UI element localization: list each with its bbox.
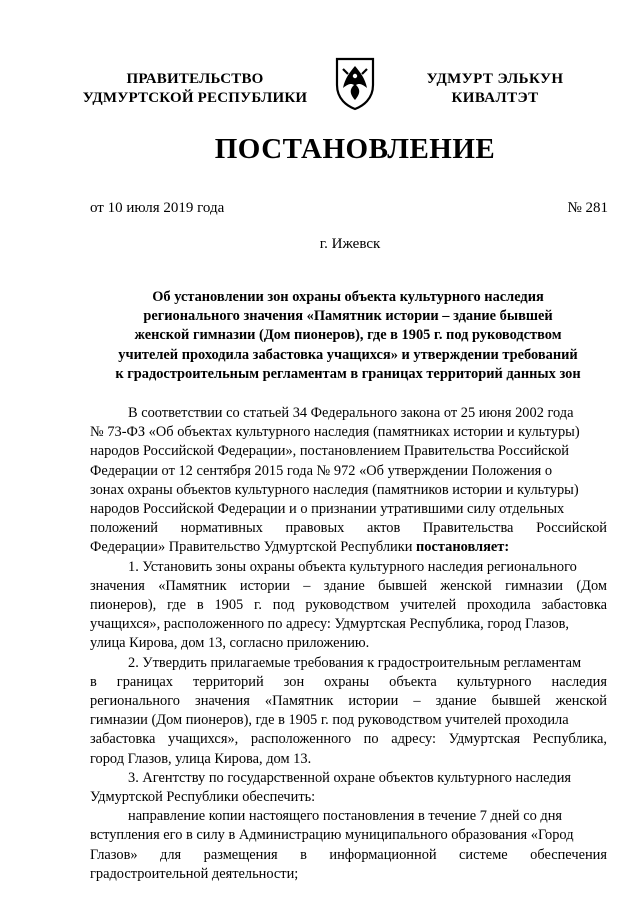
header-right-line2: КИВАЛТЭТ [451,90,539,106]
body-line: Удмуртской Республики обеспечить: [90,789,316,806]
document-city: г. Ижевск [319,236,381,252]
document-title: ПОСТАНОВЛЕНИЕ [214,133,496,165]
body-line: народов Российской Федерации», постановлением Правительства Российской [90,443,569,460]
body-line-text: Федерации» Правительство Удмуртской Республики [90,539,417,556]
body-line: градостроительной деятельности; [90,865,299,882]
body-line: Глазов» для размещения в информационной системе обеспечения [90,846,607,863]
body-line: город Глазов, улица Кирова, дом 13. [90,750,312,767]
header-left-line2: УДМУРТСКОЙ РЕСПУБЛИКИ [82,90,308,106]
body-line: значения «Памятник истории – здание бывшей женской гимназии (Дом [90,577,607,594]
body-line: в границах территорий зон охраны объекта культурного наследия [90,673,607,690]
subject-line: Об установлении зон охраны объекта культурного наследия [152,289,544,305]
header-right-line1: УДМУРТ ЭЛЬКУН [426,71,564,87]
document-number: № 281 [567,200,608,216]
header-left-line1: ПРАВИТЕЛЬСТВО [126,71,264,87]
body-line: положений нормативных правовых актов Правительства Российской [90,520,607,537]
body-line: учащихся», расположенного по адресу: Удмуртская Республика, город Глазов, [90,616,570,633]
body-line: улица Кирова, дом 13, согласно приложению. [90,635,370,652]
body-line: народов Российской Федерации и о признании утратившими силу отдельных [90,501,565,518]
header-left [60,70,330,108]
subject-line: регионального значения «Памятник истории – здание бывшей [143,308,553,325]
document-date: от 10 июля 2019 года [90,200,225,216]
body-line: направление копии настоящего постановления в течение 7 дней со дня [128,808,563,825]
body-line: регионального значения «Памятник истории – здание бывшей женской [90,693,607,710]
body-line: Федерации от 12 сентября 2015 года № 972 «Об утверждении Положения о [90,462,553,479]
resolves-keyword-colon: : [504,539,510,556]
body-line [90,538,607,557]
body-line: № 73-ФЗ «Об объектах культурного наследия (памятниках истории и культуры) [90,424,580,441]
body-line: гимназии (Дом пионеров), где в 1905 г. под руководством учителей проходила [90,712,569,729]
body-line: вступления его в силу в Администрацию муниципального образования «Город [90,827,574,844]
header-right [400,70,590,108]
subject-line: к градостроительным регламентам в границах территорий данных зон [115,365,581,382]
body-line: В соответствии со статьей 34 Федерального закона от 25 июня 2002 года [128,405,574,421]
document-subject [92,288,604,384]
document-body [90,404,607,884]
body-line: 2. Утвердить прилагаемые требования к градостроительным регламентам [128,654,582,671]
subject-line: женской гимназии (Дом пионеров), где в 1905 г. под руководством [134,327,562,344]
body-line: 3. Агентству по государственной охране объектов культурного наследия [128,769,572,786]
body-line: 1. Установить зоны охраны объекта культурного наследия регионального [128,558,577,575]
udmurtia-coat-of-arms-icon [333,55,377,111]
body-line: пионеров), где в 1905 г. под руководством учителей проходила забастовка [90,597,607,614]
resolves-keyword: постановляет [416,539,505,556]
body-line: забастовка учащихся», расположенного по адресу: Удмуртская Республика, [90,731,607,748]
body-line: зонах охраны объектов культурного наследия (памятников истории и культуры) [90,481,579,498]
subject-line: учителей проходила забастовка учащихся» и утверждении требований [118,346,578,363]
